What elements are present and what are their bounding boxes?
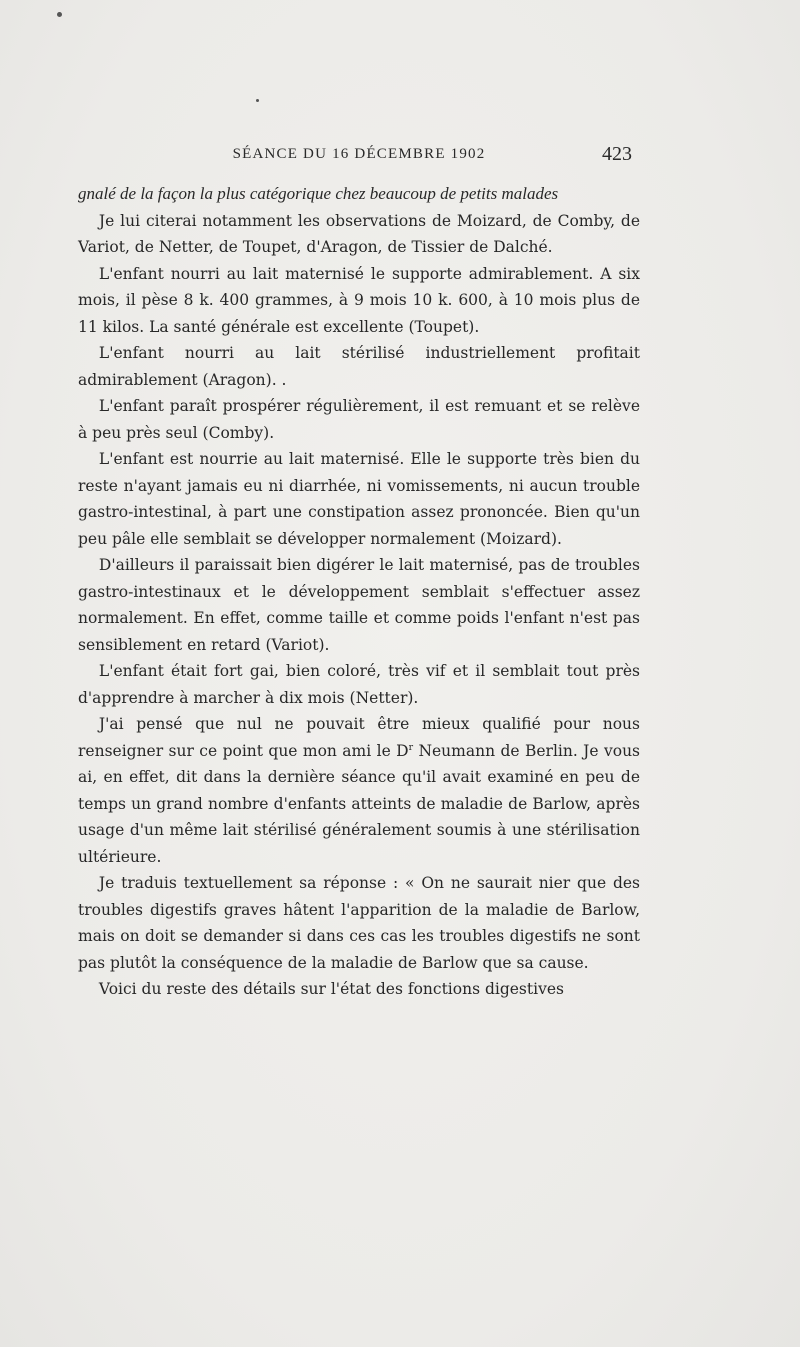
paragraph-text: J'ai pensé que nul ne pouvait être mieux qualifié pour nous renseigner sur ce point que mon ami le D bbox=[78, 715, 640, 760]
paragraph-text: Neumann de Berlin. Je vous ai, en effet, dit dans la dernière séance qu'il avait examiné en peu de temps un grand nombre d'enfants atteints de maladie de Barlow, après usage d'un même lait stérilisé généralement soumis à une stérilisation ultérieure. bbox=[78, 741, 641, 866]
paragraph: L'enfant est nourrie au lait maternisé. Elle le supporte très bien du reste n'ayant jamais eu ni diarrhée, ni vomissements, ni aucun trouble gastro-intestinal, à part une constipation assez prononcée. Bien qu'un peu pâle elle semblait se développer normalement (Moizard). bbox=[78, 450, 640, 548]
paragraph: Voici du reste des détails sur l'état des fonctions digestives bbox=[98, 980, 564, 998]
paragraph: Je traduis textuellement sa réponse : « On ne saurait nier que des troubles digestifs graves hâtent l'apparition de la maladie de Barlow, mais on doit se demander si dans ces cas les troubles digestifs ne sont pas plutôt la conséquence de la maladie de Barlow que sa cause. bbox=[78, 874, 640, 972]
running-head: SÉANCE DU 16 DÉCEMBRE 1902 bbox=[232, 146, 486, 162]
ink-speck bbox=[57, 12, 62, 17]
superscript: r bbox=[408, 741, 414, 753]
paragraph: D'ailleurs il paraissait bien digérer le lait maternisé, pas de troubles gastro-intestinaux et le développement semblait s'effectuer assez normalement. En effet, comme taille et comme poids l'enfant n'est pas sensiblement en retard (Variot). bbox=[78, 556, 640, 654]
paragraph bbox=[78, 711, 640, 870]
paragraph: gnalé de la façon la plus catégorique chez beaucoup de petits malades bbox=[78, 184, 559, 203]
ink-speck bbox=[256, 99, 259, 102]
paragraph: L'enfant était fort gai, bien coloré, très vif et il semblait tout près d'apprendre à marcher à dix mois (Netter). bbox=[78, 662, 640, 707]
paragraph: L'enfant paraît prospérer régulièrement, il est remuant et se relève à peu près seul (Comby). bbox=[78, 397, 640, 442]
page-number: 423 bbox=[602, 143, 632, 165]
body-text bbox=[78, 181, 640, 1003]
paragraph: L'enfant nourri au lait maternisé le supporte admirablement. A six mois, il pèse 8 k. 400 grammes, à 9 mois 10 k. 600, à 10 mois plus de 11 kilos. La santé générale est excellente (Toupet). bbox=[78, 264, 640, 336]
paragraph: Je lui citerai notamment les observations de Moizard, de Comby, de Variot, de Netter, de Toupet, d'Aragon, de Tissier de Dalché. bbox=[78, 211, 640, 256]
page-header bbox=[78, 143, 640, 170]
paragraph: L'enfant nourri au lait stérilisé industriellement profitait admirablement (Aragon). . bbox=[78, 344, 640, 389]
